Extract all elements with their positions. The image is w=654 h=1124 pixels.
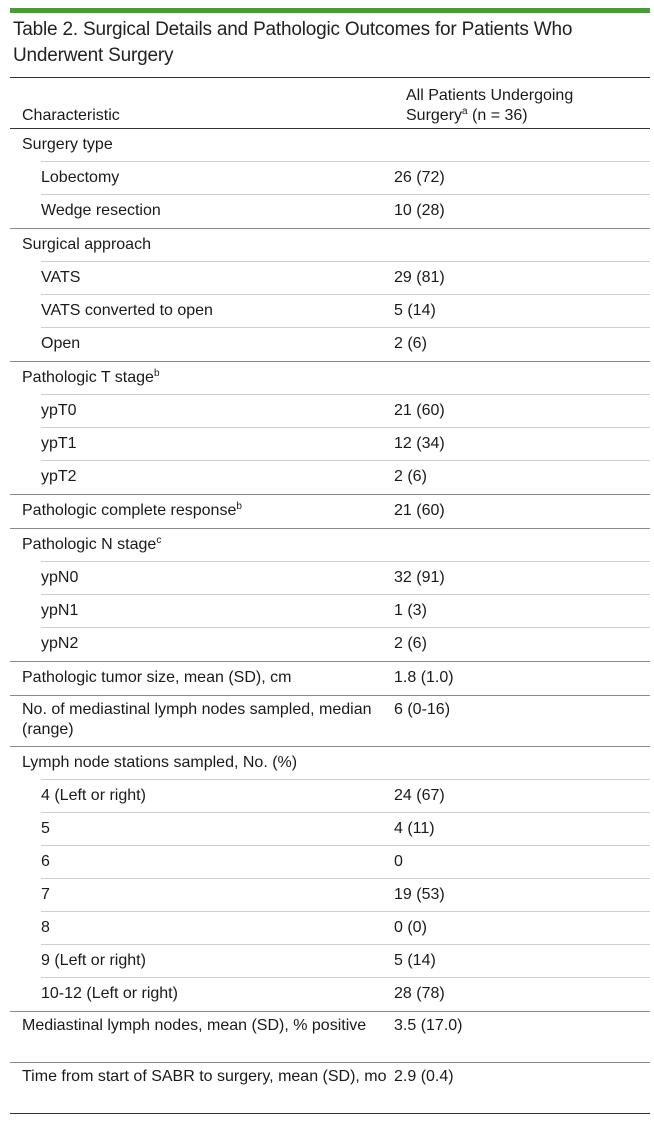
row-value (394, 529, 650, 562)
row-label (10, 846, 394, 879)
row-value: 6 (0-16) (394, 701, 451, 718)
row-label-text: ypN1 (41, 602, 79, 619)
row-value: 2 (6) (394, 335, 427, 352)
row-value: 29 (81) (394, 262, 650, 295)
table-container (10, 8, 650, 1114)
row-value: 21 (60) (394, 502, 445, 519)
row-label (10, 262, 394, 295)
row-label-text: 5 (41, 820, 50, 837)
table-row (10, 628, 650, 662)
row-value: 1 (3) (394, 595, 650, 628)
row-label-text: ypT1 (41, 435, 77, 452)
row-label-text: ypN2 (41, 635, 79, 652)
table-row (10, 461, 650, 495)
table-row (10, 846, 650, 879)
row-label-text: 8 (41, 919, 50, 936)
header-all-patients-line2 (406, 106, 650, 126)
table-header (10, 78, 650, 129)
row-label (10, 628, 394, 661)
row-label (10, 362, 394, 395)
row-value: 32 (91) (394, 562, 650, 595)
row-label-text: Pathologic T stage (22, 369, 154, 386)
row-value: 4 (11) (394, 813, 650, 846)
header-characteristic: Characteristic (22, 107, 120, 124)
table-row (10, 395, 650, 428)
row-label-text: Lobectomy (41, 169, 120, 186)
row-label-text: VATS converted to open (41, 302, 213, 319)
row-label (10, 461, 394, 494)
footnote-marker: b (153, 368, 160, 379)
row-label (10, 529, 394, 562)
header-surgery-text: Surgery (406, 107, 463, 124)
row-label (10, 747, 394, 780)
row-label-text: ypN0 (41, 569, 79, 586)
table-row (10, 495, 650, 529)
table-row (10, 129, 650, 162)
row-label (10, 229, 394, 262)
row-label (10, 495, 394, 528)
table-row (10, 945, 650, 978)
row-label (10, 879, 394, 912)
row-label-text: Pathologic tumor size, mean (SD), cm (22, 669, 292, 686)
row-label (10, 696, 394, 746)
table-row (10, 879, 650, 912)
row-label-text: 6 (41, 853, 50, 870)
row-label (10, 813, 394, 846)
row-label-text: Pathologic complete response (22, 502, 237, 519)
row-label-text: Pathologic N stage (22, 536, 157, 553)
row-label-text: 4 (Left or right) (41, 787, 146, 804)
table-bottom-rule (10, 1113, 650, 1114)
table-row (10, 595, 650, 628)
row-label-text: 9 (Left or right) (41, 952, 146, 969)
row-label (10, 195, 394, 228)
table-body (10, 129, 650, 1113)
row-label (10, 328, 394, 361)
accent-bar (10, 8, 650, 13)
row-value: 0 (394, 846, 650, 879)
row-label-text: Lymph node stations sampled, No. (%) (22, 754, 298, 771)
footnote-marker: b (236, 501, 242, 512)
row-label-text: ypT0 (41, 402, 77, 419)
table-title: Table 2. Surgical Details and Pathologic Outcomes for Patients Who Underwent Surgery (13, 19, 573, 66)
row-label-text: Wedge resection (41, 202, 161, 219)
row-label-text: 10-12 (Left or right) (41, 985, 178, 1002)
table-row (10, 328, 650, 362)
table-row (10, 562, 650, 595)
table-row (10, 1012, 650, 1063)
table-row (10, 912, 650, 945)
row-label-text: No. of mediastinal lymph nodes sampled, median (range) (22, 701, 372, 738)
row-value: 3.5 (17.0) (394, 1017, 463, 1034)
row-label-text: Time from start of SABR to surgery, mean (SD), mo (22, 1068, 387, 1085)
row-value: 10 (28) (394, 202, 445, 219)
row-label (10, 978, 394, 1011)
row-value (394, 129, 650, 162)
row-label (10, 912, 394, 945)
row-label (10, 662, 394, 695)
table-row (10, 195, 650, 229)
row-label (10, 780, 394, 813)
row-label (10, 595, 394, 628)
row-label-text: Open (41, 335, 81, 352)
row-value (394, 747, 650, 780)
row-value: 5 (14) (394, 295, 650, 328)
row-value: 5 (14) (394, 945, 650, 978)
table-row (10, 529, 650, 562)
row-label-text: Mediastinal lymph nodes, mean (SD), % positive (22, 1017, 367, 1034)
row-label (10, 562, 394, 595)
row-label-text: VATS (41, 269, 81, 286)
table-row (10, 662, 650, 696)
table-row (10, 978, 650, 1012)
row-label-text: 7 (41, 886, 50, 903)
table-row (10, 428, 650, 461)
row-label (10, 295, 394, 328)
row-label (10, 1063, 394, 1113)
row-label (10, 1012, 394, 1062)
table-row (10, 262, 650, 295)
table-row (10, 813, 650, 846)
table-row (10, 295, 650, 328)
table-row (10, 162, 650, 195)
row-value: 19 (53) (394, 879, 650, 912)
row-value (394, 229, 650, 262)
header-n-count: (n = 36) (467, 107, 528, 124)
row-value: 24 (67) (394, 780, 650, 813)
row-value: 2 (6) (394, 468, 427, 485)
row-value: 0 (0) (394, 912, 650, 945)
row-value: 2.9 (0.4) (394, 1068, 454, 1085)
row-label (10, 395, 394, 428)
header-all-patients-line1: All Patients Undergoing (406, 87, 574, 104)
row-label (10, 162, 394, 195)
table-row (10, 229, 650, 262)
row-label-text: Surgery type (22, 136, 113, 153)
footnote-marker: c (156, 535, 162, 546)
header-all-patients (406, 86, 650, 126)
table-row (10, 362, 650, 395)
table-row (10, 780, 650, 813)
row-value: 28 (78) (394, 985, 445, 1002)
row-value: 21 (60) (394, 395, 650, 428)
row-label-text: ypT2 (41, 468, 77, 485)
row-value (394, 362, 650, 395)
row-value: 1.8 (1.0) (394, 669, 454, 686)
table-row (10, 1063, 650, 1113)
table-row (10, 747, 650, 780)
table-row (10, 696, 650, 747)
row-label (10, 428, 394, 461)
row-value: 12 (34) (394, 428, 650, 461)
row-label (10, 129, 394, 162)
row-label-text: Surgical approach (22, 236, 151, 253)
header-footnote-a: a (462, 106, 468, 117)
row-value: 26 (72) (394, 162, 650, 195)
row-label (10, 945, 394, 978)
row-value: 2 (6) (394, 635, 427, 652)
